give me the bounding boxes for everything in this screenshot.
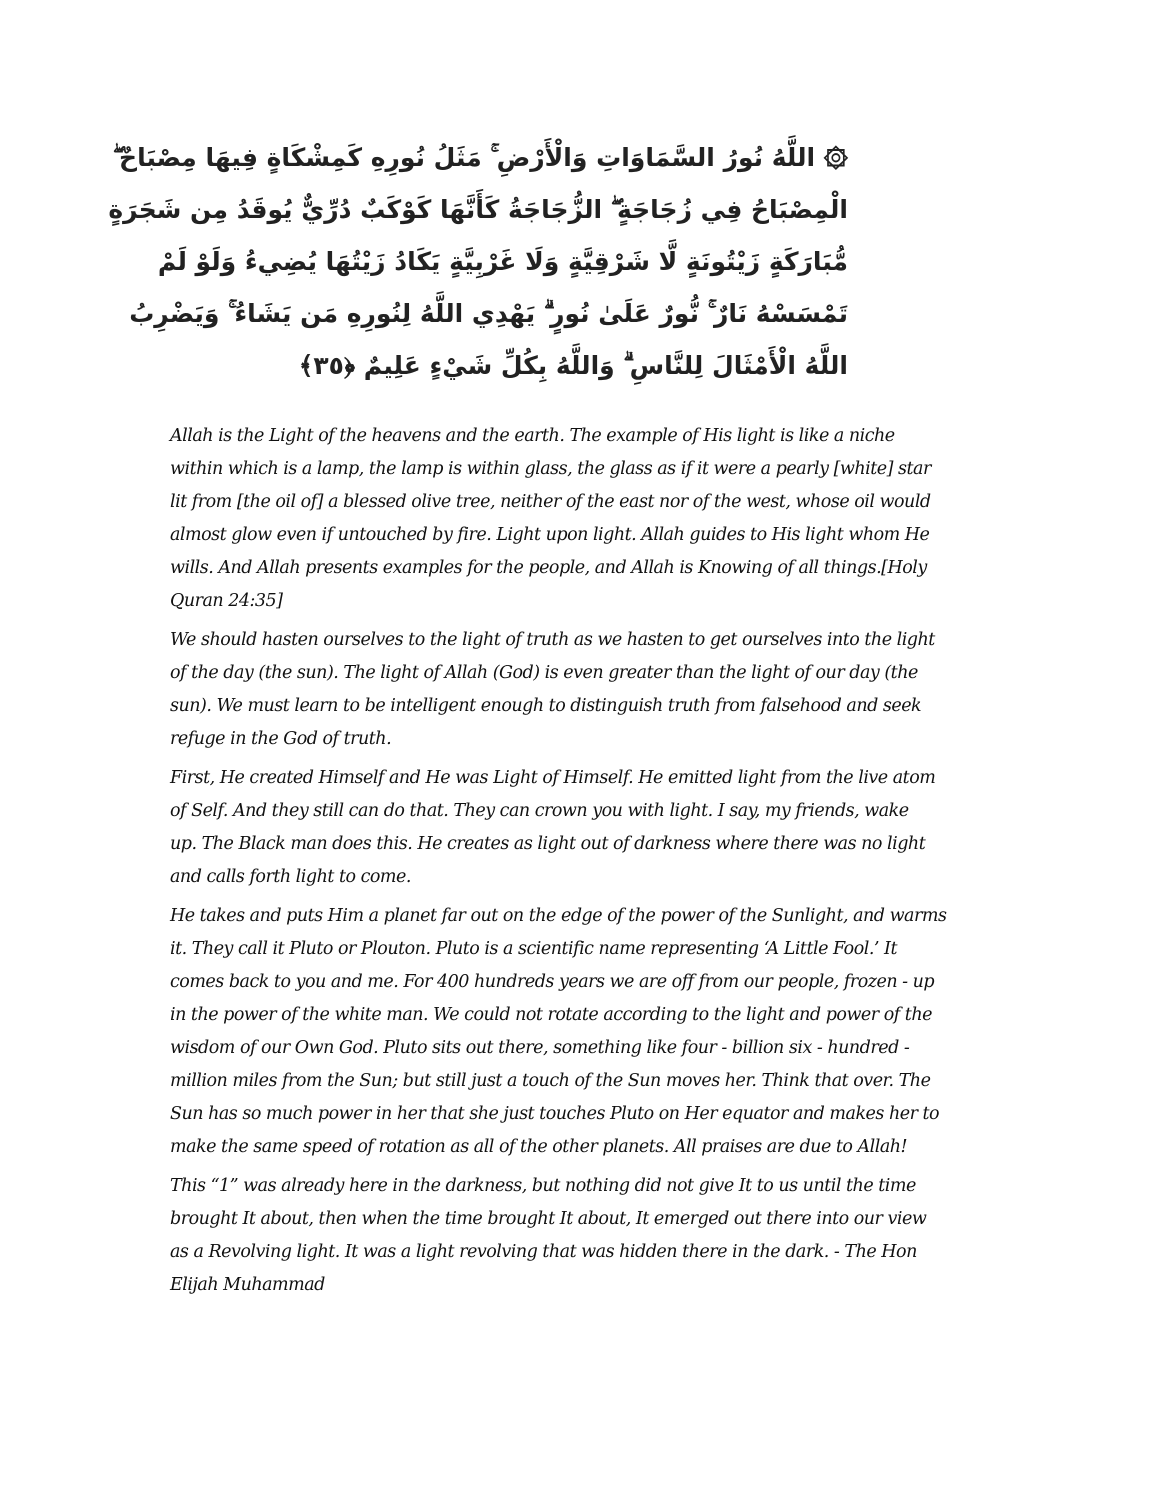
text-line: Elijah Muhammad [170,1275,325,1295]
text-line: almost glow even if untouched by fire. Light upon light. Allah guides to His light whom He [170,525,930,545]
text-line: Quran 24:35] [170,591,283,611]
paragraph [170,1170,1000,1302]
text-line: of Self. And they still can do that. They can crown you with light. I say, my friends, wake [170,801,909,821]
text-line: within which is a lamp, the lamp is within glass, the glass as if it were a pearly [white] star [170,459,931,479]
text-line: First, He created Himself and He was Light of Himself. He emitted light from the live atom [170,768,936,788]
text-line: sun). We must learn to be intelligent enough to distinguish truth from falsehood and seek [170,696,922,716]
text-line: million miles from the Sun; but still just a touch of the Sun moves her. Think that over. The [170,1071,931,1091]
text-line: and calls forth light to come. [170,867,411,887]
paragraph [170,900,1000,1164]
text-line: it. They call it Pluto or Plouton. Pluto is a scientific name representing ‘A Little Fool.’ It [170,939,897,959]
text-line: up. The Black man does this. He creates as light out of darkness where there was no light [170,834,926,854]
document-body [170,420,1000,1308]
text-line: in the power of the white man. We could not rotate according to the light and power of the [170,1005,932,1025]
text-line: lit from [the oil of] a blessed olive tree, neither of the east nor of the west, whose oil would [170,492,931,512]
text-line: This “1” was already here in the darkness, but nothing did not give It to us until the time [170,1176,916,1196]
verse-line: تَمْسَسْهُ نَارٌ ۚ نُّورٌ عَلَىٰ نُورٍ ۗ يَهْدِي اللَّهُ لِنُورِهِ مَن يَشَاءُ ۚ وَيَضْرِبُ [129,299,848,328]
verse-line: مُّبَارَكَةٍ زَيْتُونَةٍ لَّا شَرْقِيَّةٍ وَلَا غَرْبِيَّةٍ يَكَادُ زَيْتُهَا يُضِيءُ وَلَوْ لَمْ [157,247,848,276]
text-line: wisdom of our Own God. Pluto sits out there, something like four - billion six - hundred - [170,1038,910,1058]
verse-line: الْمِصْبَاحُ فِي زُجَاجَةٍ ۖ الزُّجَاجَةُ كَأَنَّهَا كَوْكَبٌ دُرِّيٌّ يُوقَدُ مِن شَجَرَةٍ [108,195,848,224]
text-line: Allah is the Light of the heavens and the earth. The example of His light is like a niche [170,426,895,446]
paragraph [170,624,1000,756]
verse-line: ۞ اللَّهُ نُورُ السَّمَاوَاتِ وَالْأَرْضِ ۚ مَثَلُ نُورِهِ كَمِشْكَاةٍ فِيهَا مِصْبَاحٌ ۖ [112,143,848,172]
text-line: comes back to you and me. For 400 hundreds years we are off from our people, frozen - up [170,972,935,992]
text-line: as a Revolving light. It was a light revolving that was hidden there in the dark. - The Hon [170,1242,917,1262]
text-line: brought It about, then when the time brought It about, It emerged out there into our view [170,1209,927,1229]
quran-verse-image [108,132,848,392]
text-line: make the same speed of rotation as all of the other planets. All praises are due to Allah! [170,1137,908,1157]
paragraph [170,762,1000,894]
text-line: wills. And Allah presents examples for the people, and Allah is Knowing of all things.[Holy [170,558,927,578]
text-line: refuge in the God of truth. [170,729,392,749]
text-line: He takes and puts Him a planet far out on the edge of the power of the Sunlight, and warms [170,906,947,926]
text-line: of the day (the sun). The light of Allah (God) is even greater than the light of our day (the [170,663,918,683]
verse-line: اللَّهُ الْأَمْثَالَ لِلنَّاسِ ۗ وَاللَّهُ بِكُلِّ شَيْءٍ عَلِيمٌ ﴿٣٥﴾ [298,351,848,380]
paragraph [170,420,1000,618]
text-line: We should hasten ourselves to the light of truth as we hasten to get ourselves into the light [170,630,935,650]
text-line: Sun has so much power in her that she just touches Pluto on Her equator and makes her to [170,1104,940,1124]
